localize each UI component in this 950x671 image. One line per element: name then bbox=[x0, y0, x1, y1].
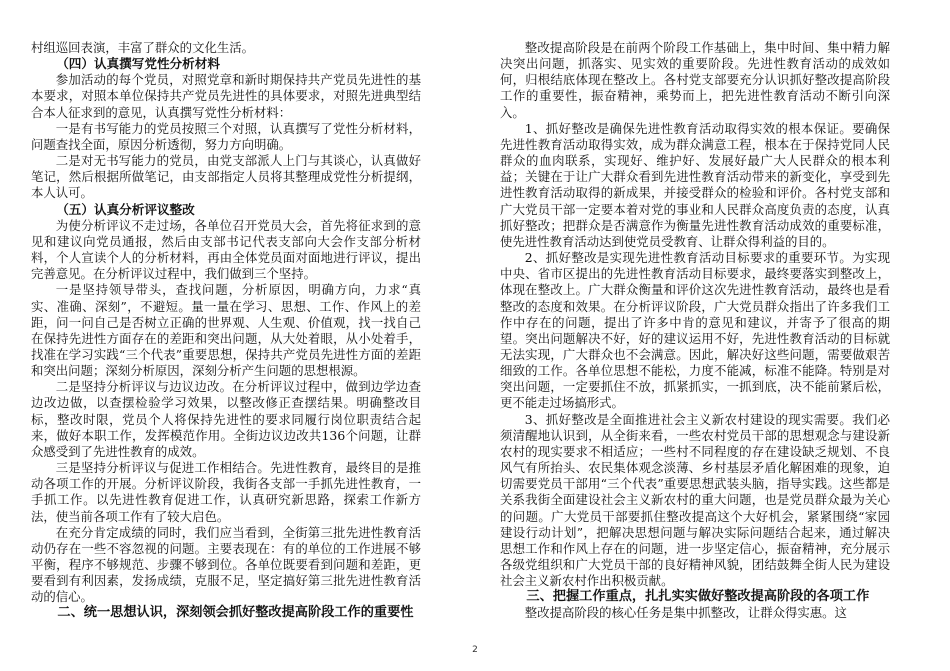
paragraph: 一是有书写能力的党员按照三个对照，认真撰写了党性分析材料，问题查找全面，原因分析透彻，努力方向明确。 bbox=[31, 120, 421, 152]
paragraph: 2、抓好整改是实现先进性教育活动目标要求的重要环节。为实现中央、省市区提出的先进性教育活动目标要求，最终要落实到整改上，体现在整改上。广大群众衡量和评价这次先进性教育活动，最终也是看整改的态度和效果。在分析评议阶段，广大党员群众指出了许多我们工作中存在的问题，提出了许多中肯的意见和建议，并寄予了很高的期望。突出问题解决不好，好的建议运用不好，先进性教育活动的目标就无法实现，广大群众也不会满意。因此，解决好这些问题，需要做艰苦细致的工作。各单位思想不能松，力度不能减，标准不能降。特别是对突出问题，一定要抓住不放，抓紧抓实，一抓到底，决不能前紧后松，更不能走过场搞形式。 bbox=[500, 250, 890, 411]
paragraph: 参加活动的每个党员，对照党章和新时期保持共产党员先进性的基本要求，对照本单位保持共产党员先进性的具体要求，对照先进典型结合本人征求到的意见，认真撰写党性分析材料： bbox=[31, 72, 421, 120]
right-column bbox=[500, 40, 890, 622]
section-heading-3: 三、把握工作重点，扎扎实实做好整改提高阶段的各项工作 bbox=[526, 589, 870, 605]
paragraph: 为使分析评议不走过场，各单位召开党员大会，首先将征求到的意见和建议向党员通报，然后由支部书记代表支部向大会作支部分析材料，个人宣读个人的分析材料，再由全体党员面对面地进行评议，提出完善意见。在分析评议过程中，我们做到三个坚持。 bbox=[31, 217, 421, 282]
section-heading-4: （四）认真撰写党性分析材料 bbox=[56, 56, 220, 72]
paragraph: 整改提高阶段是在前两个阶段工作基础上，集中时间、集中精力解决突出问题，抓落实、见实效的重要阶段。先进性教育活动的成效如何，归根结底体现在整改上。各村党支部要充分认识抓好整改提高阶段工作的重要性，振奋精神，乘势而上，把先进性教育活动不断引向深入。 bbox=[500, 40, 890, 120]
left-column bbox=[31, 40, 421, 622]
section-heading-2: 二、统一思想认识，深刻领会抓好整改提高阶段工作的重要性 bbox=[57, 605, 414, 621]
section-heading-5: （五）认真分析评议整改 bbox=[56, 201, 195, 217]
paragraph: 二是坚持分析评议与边议边改。在分析评议过程中，做到边学边查边改边做，以查摆检验学习效果，以整改修正查摆结果。明确整改目标，整改时限，党员个人将保持先进性的要求同履行岗位职责结合起来，做好本职工作，发挥模范作用。全街边议边改共136个问题，让群众感受到了先进性教育的成效。 bbox=[31, 379, 421, 459]
paragraph: 三是坚持分析评议与促进工作相结合。先进性教育，最终目的是推动各项工作的开展。分析评议阶段，我街各支部一手抓先进性教育，一手抓工作。以先进性教育促进工作，认真研究新思路，探索工作新方法，使当前各项工作有了较大启色。 bbox=[31, 460, 421, 524]
paragraph: 整改提高阶段的核心任务是集中抓整改，让群众得实惠。这 bbox=[524, 605, 847, 621]
paragraph: 二是对无书写能力的党员，由党支部派人上门与其谈心，认真做好笔记，然后根据所做笔记，由支部指定人员将其整理成党性分析提纲，本人认可。 bbox=[31, 153, 421, 201]
paragraph: 1、抓好整改是确保先进性教育活动取得实效的根本保证。要确保先进性教育活动取得实效，成为群众满意工程，根本在于保持党同人民群众的血肉联系，实现好、维护好、发展好最广大人民群众的根本利益；关键在于让广大群众看到先进性教育活动带来的新变化，享受到先进性教育活动取得的新成果，并接受群众的检验和评价。各村党支部和广大党员干部一定要本着对党的事业和人民群众高度负责的态度，认真抓好整改；把群众是否满意作为衡量先进性教育活动成效的重要标准，使先进性教育活动达到使党员受教育、让群众得利益的目的。 bbox=[500, 120, 890, 249]
paragraph: 3、抓好整改是全面推进社会主义新农村建设的现实需要。我们必须清醒地认识到，从全街来看，一些农村党员干部的思想观念与建设新农村的现实要求不相适应；一些村不同程度的存在建设缺乏规划、不良风气有所抬头、农民集体观念淡薄、乡村基层矛盾化解困难的现象，迫切需要党员干部用“三个代表”重要思想武装头脑，指导实践。这些都是关系我街全面建设社会主义新农村的重大问题，也是党员群众最为关心的问题。广大党员干部要抓住整改提高这个大好机会，紧紧围绕“家园建设行动计划”，把解决思想问题与解决实际问题结合起来，通过解决思想工作和作风上存在的问题，进一步坚定信心，振奋精神，充分展示各级党组织和广大党员干部的良好精神风貌，团结鼓舞全街人民为建设社会主义新农村作出积极贡献。 bbox=[500, 411, 890, 589]
paragraph: 在充分肯定成绩的同时，我们应当看到，全街第三批先进性教育活动仍存在一些不容忽视的问题。主要表现在：有的单位的工作进展不够平衡，程序不够规范、步骤不够到位。各单位既要看到问题和差距，更要看到有利因素，发扬成绩，克服不足，坚定搞好第三批先进性教育活动的信心。 bbox=[31, 524, 421, 605]
paragraph-continued: 村组巡回表演，丰富了群众的文化生活。 bbox=[31, 40, 255, 55]
page-number: 2 bbox=[472, 645, 478, 655]
paragraph: 一是坚持领导带头，查找问题，分析原因，明确方向，力求“真实、准确、深刻”，不避短。量一量在学习、思想、工作、作风上的差距，问一问自己是否树立正确的世界观、人生观、价值观，找一找自己在保持先进性方面存在的差距和突出问题，从大处着眼，从小处着手，找准在学习实践“三个代表”重要思想，保持共产党员先进性方面的差距和突出问题；深刻分析原因，深刻分析产生问题的思想根源。 bbox=[31, 282, 421, 379]
